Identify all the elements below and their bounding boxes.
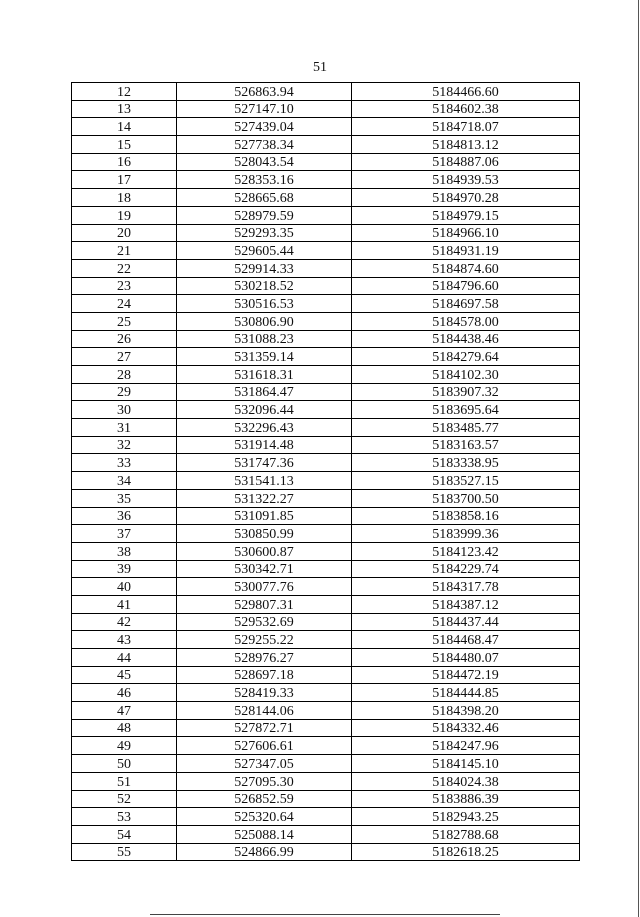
table-row [72, 790, 580, 808]
table-row [72, 737, 580, 755]
point-number-cell: 33 [72, 454, 177, 472]
y-coordinate-cell: 5184931.19 [352, 242, 580, 260]
point-number-cell: 15 [72, 136, 177, 154]
point-number-cell: 28 [72, 366, 177, 384]
y-coordinate-cell: 5184718.07 [352, 118, 580, 136]
x-coordinate-cell: 530218.52 [177, 277, 352, 295]
x-coordinate-cell: 530516.53 [177, 295, 352, 313]
y-coordinate-cell: 5183907.32 [352, 383, 580, 401]
y-coordinate-cell: 5184480.07 [352, 649, 580, 667]
point-number-cell: 53 [72, 808, 177, 826]
y-coordinate-cell: 5184979.15 [352, 206, 580, 224]
point-number-cell: 51 [72, 772, 177, 790]
x-coordinate-cell: 527872.71 [177, 719, 352, 737]
y-coordinate-cell: 5184939.53 [352, 171, 580, 189]
point-number-cell: 13 [72, 100, 177, 118]
point-number-cell: 55 [72, 843, 177, 861]
table-row [72, 578, 580, 596]
point-number-cell: 37 [72, 525, 177, 543]
x-coordinate-cell: 532296.43 [177, 419, 352, 437]
table-row [72, 843, 580, 861]
x-coordinate-cell: 528697.18 [177, 666, 352, 684]
point-number-cell: 50 [72, 755, 177, 773]
y-coordinate-cell: 5183485.77 [352, 419, 580, 437]
table-row [72, 83, 580, 101]
table-row [72, 472, 580, 490]
y-coordinate-cell: 5184444.85 [352, 684, 580, 702]
table-row [72, 100, 580, 118]
table-row [72, 136, 580, 154]
y-coordinate-cell: 5183163.57 [352, 436, 580, 454]
point-number-cell: 39 [72, 560, 177, 578]
table-body [72, 83, 580, 861]
point-number-cell: 54 [72, 825, 177, 843]
point-number-cell: 26 [72, 330, 177, 348]
table-row [72, 560, 580, 578]
point-number-cell: 27 [72, 348, 177, 366]
y-coordinate-cell: 5184145.10 [352, 755, 580, 773]
y-coordinate-cell: 5183527.15 [352, 472, 580, 490]
y-coordinate-cell: 5184229.74 [352, 560, 580, 578]
y-coordinate-cell: 5184468.47 [352, 631, 580, 649]
table-row [72, 242, 580, 260]
y-coordinate-cell: 5183338.95 [352, 454, 580, 472]
table-row [72, 189, 580, 207]
table-row [72, 719, 580, 737]
x-coordinate-cell: 529914.33 [177, 259, 352, 277]
x-coordinate-cell: 526863.94 [177, 83, 352, 101]
point-number-cell: 45 [72, 666, 177, 684]
x-coordinate-cell: 531091.85 [177, 507, 352, 525]
x-coordinate-cell: 530600.87 [177, 542, 352, 560]
table-row [72, 436, 580, 454]
x-coordinate-cell: 528419.33 [177, 684, 352, 702]
x-coordinate-cell: 528665.68 [177, 189, 352, 207]
x-coordinate-cell: 531747.36 [177, 454, 352, 472]
x-coordinate-cell: 529293.35 [177, 224, 352, 242]
x-coordinate-cell: 528144.06 [177, 702, 352, 720]
x-coordinate-cell: 527439.04 [177, 118, 352, 136]
y-coordinate-cell: 5184697.58 [352, 295, 580, 313]
table-row [72, 649, 580, 667]
table-row [72, 419, 580, 437]
point-number-cell: 31 [72, 419, 177, 437]
x-coordinate-cell: 531914.48 [177, 436, 352, 454]
point-number-cell: 16 [72, 153, 177, 171]
table-row [72, 118, 580, 136]
table-row [72, 489, 580, 507]
x-coordinate-cell: 532096.44 [177, 401, 352, 419]
y-coordinate-cell: 5184123.42 [352, 542, 580, 560]
y-coordinate-cell: 5184970.28 [352, 189, 580, 207]
y-coordinate-cell: 5184438.46 [352, 330, 580, 348]
point-number-cell: 40 [72, 578, 177, 596]
table-row [72, 507, 580, 525]
point-number-cell: 44 [72, 649, 177, 667]
scan-edge-bottom [150, 914, 500, 915]
point-number-cell: 36 [72, 507, 177, 525]
x-coordinate-cell: 529532.69 [177, 613, 352, 631]
y-coordinate-cell: 5184578.00 [352, 312, 580, 330]
table-row [72, 702, 580, 720]
x-coordinate-cell: 531864.47 [177, 383, 352, 401]
y-coordinate-cell: 5183886.39 [352, 790, 580, 808]
y-coordinate-cell: 5183999.36 [352, 525, 580, 543]
x-coordinate-cell: 527095.30 [177, 772, 352, 790]
y-coordinate-cell: 5182943.25 [352, 808, 580, 826]
y-coordinate-cell: 5183695.64 [352, 401, 580, 419]
table-row [72, 259, 580, 277]
x-coordinate-cell: 528979.59 [177, 206, 352, 224]
point-number-cell: 35 [72, 489, 177, 507]
table-row [72, 348, 580, 366]
point-number-cell: 21 [72, 242, 177, 260]
x-coordinate-cell: 530077.76 [177, 578, 352, 596]
x-coordinate-cell: 531541.13 [177, 472, 352, 490]
table-row [72, 383, 580, 401]
x-coordinate-cell: 527738.34 [177, 136, 352, 154]
table-row [72, 224, 580, 242]
y-coordinate-cell: 5184102.30 [352, 366, 580, 384]
table-row [72, 295, 580, 313]
table-row [72, 684, 580, 702]
x-coordinate-cell: 530850.99 [177, 525, 352, 543]
x-coordinate-cell: 531322.27 [177, 489, 352, 507]
x-coordinate-cell: 528976.27 [177, 649, 352, 667]
y-coordinate-cell: 5182618.25 [352, 843, 580, 861]
scan-edge-right [638, 0, 639, 917]
point-number-cell: 47 [72, 702, 177, 720]
table-row [72, 277, 580, 295]
table-row [72, 312, 580, 330]
y-coordinate-cell: 5184813.12 [352, 136, 580, 154]
point-number-cell: 23 [72, 277, 177, 295]
y-coordinate-cell: 5184437.44 [352, 613, 580, 631]
x-coordinate-cell: 531618.31 [177, 366, 352, 384]
point-number-cell: 14 [72, 118, 177, 136]
x-coordinate-cell: 526852.59 [177, 790, 352, 808]
x-coordinate-cell: 529807.31 [177, 595, 352, 613]
y-coordinate-cell: 5184966.10 [352, 224, 580, 242]
point-number-cell: 29 [72, 383, 177, 401]
point-number-cell: 24 [72, 295, 177, 313]
point-number-cell: 22 [72, 259, 177, 277]
x-coordinate-cell: 530342.71 [177, 560, 352, 578]
point-number-cell: 19 [72, 206, 177, 224]
y-coordinate-cell: 5183700.50 [352, 489, 580, 507]
point-number-cell: 38 [72, 542, 177, 560]
x-coordinate-cell: 530806.90 [177, 312, 352, 330]
x-coordinate-cell: 528043.54 [177, 153, 352, 171]
point-number-cell: 20 [72, 224, 177, 242]
x-coordinate-cell: 525320.64 [177, 808, 352, 826]
x-coordinate-cell: 529255.22 [177, 631, 352, 649]
y-coordinate-cell: 5184602.38 [352, 100, 580, 118]
point-number-cell: 12 [72, 83, 177, 101]
y-coordinate-cell: 5184279.64 [352, 348, 580, 366]
point-number-cell: 46 [72, 684, 177, 702]
page-number: 51 [313, 60, 327, 75]
table-row [72, 153, 580, 171]
y-coordinate-cell: 5184887.06 [352, 153, 580, 171]
point-number-cell: 30 [72, 401, 177, 419]
y-coordinate-cell: 5184398.20 [352, 702, 580, 720]
table-row [72, 366, 580, 384]
table-row [72, 631, 580, 649]
x-coordinate-cell: 529605.44 [177, 242, 352, 260]
y-coordinate-cell: 5184874.60 [352, 259, 580, 277]
table-row [72, 755, 580, 773]
table-row [72, 171, 580, 189]
coordinates-table [71, 82, 580, 861]
point-number-cell: 18 [72, 189, 177, 207]
point-number-cell: 49 [72, 737, 177, 755]
table-row [72, 330, 580, 348]
x-coordinate-cell: 527606.61 [177, 737, 352, 755]
table-row [72, 401, 580, 419]
table-row [72, 613, 580, 631]
table-row [72, 542, 580, 560]
point-number-cell: 42 [72, 613, 177, 631]
point-number-cell: 34 [72, 472, 177, 490]
table-row [72, 454, 580, 472]
table-row [72, 206, 580, 224]
y-coordinate-cell: 5183858.16 [352, 507, 580, 525]
y-coordinate-cell: 5184796.60 [352, 277, 580, 295]
x-coordinate-cell: 524866.99 [177, 843, 352, 861]
y-coordinate-cell: 5182788.68 [352, 825, 580, 843]
point-number-cell: 52 [72, 790, 177, 808]
point-number-cell: 43 [72, 631, 177, 649]
y-coordinate-cell: 5184332.46 [352, 719, 580, 737]
x-coordinate-cell: 527147.10 [177, 100, 352, 118]
y-coordinate-cell: 5184247.96 [352, 737, 580, 755]
x-coordinate-cell: 527347.05 [177, 755, 352, 773]
x-coordinate-cell: 531088.23 [177, 330, 352, 348]
x-coordinate-cell: 525088.14 [177, 825, 352, 843]
x-coordinate-cell: 528353.16 [177, 171, 352, 189]
y-coordinate-cell: 5184472.19 [352, 666, 580, 684]
x-coordinate-cell: 531359.14 [177, 348, 352, 366]
point-number-cell: 25 [72, 312, 177, 330]
table-row [72, 525, 580, 543]
table-row [72, 595, 580, 613]
table-row [72, 666, 580, 684]
table-row [72, 825, 580, 843]
table-row [72, 808, 580, 826]
y-coordinate-cell: 5184387.12 [352, 595, 580, 613]
point-number-cell: 48 [72, 719, 177, 737]
point-number-cell: 41 [72, 595, 177, 613]
y-coordinate-cell: 5184024.38 [352, 772, 580, 790]
y-coordinate-cell: 5184466.60 [352, 83, 580, 101]
point-number-cell: 32 [72, 436, 177, 454]
table-row [72, 772, 580, 790]
point-number-cell: 17 [72, 171, 177, 189]
y-coordinate-cell: 5184317.78 [352, 578, 580, 596]
